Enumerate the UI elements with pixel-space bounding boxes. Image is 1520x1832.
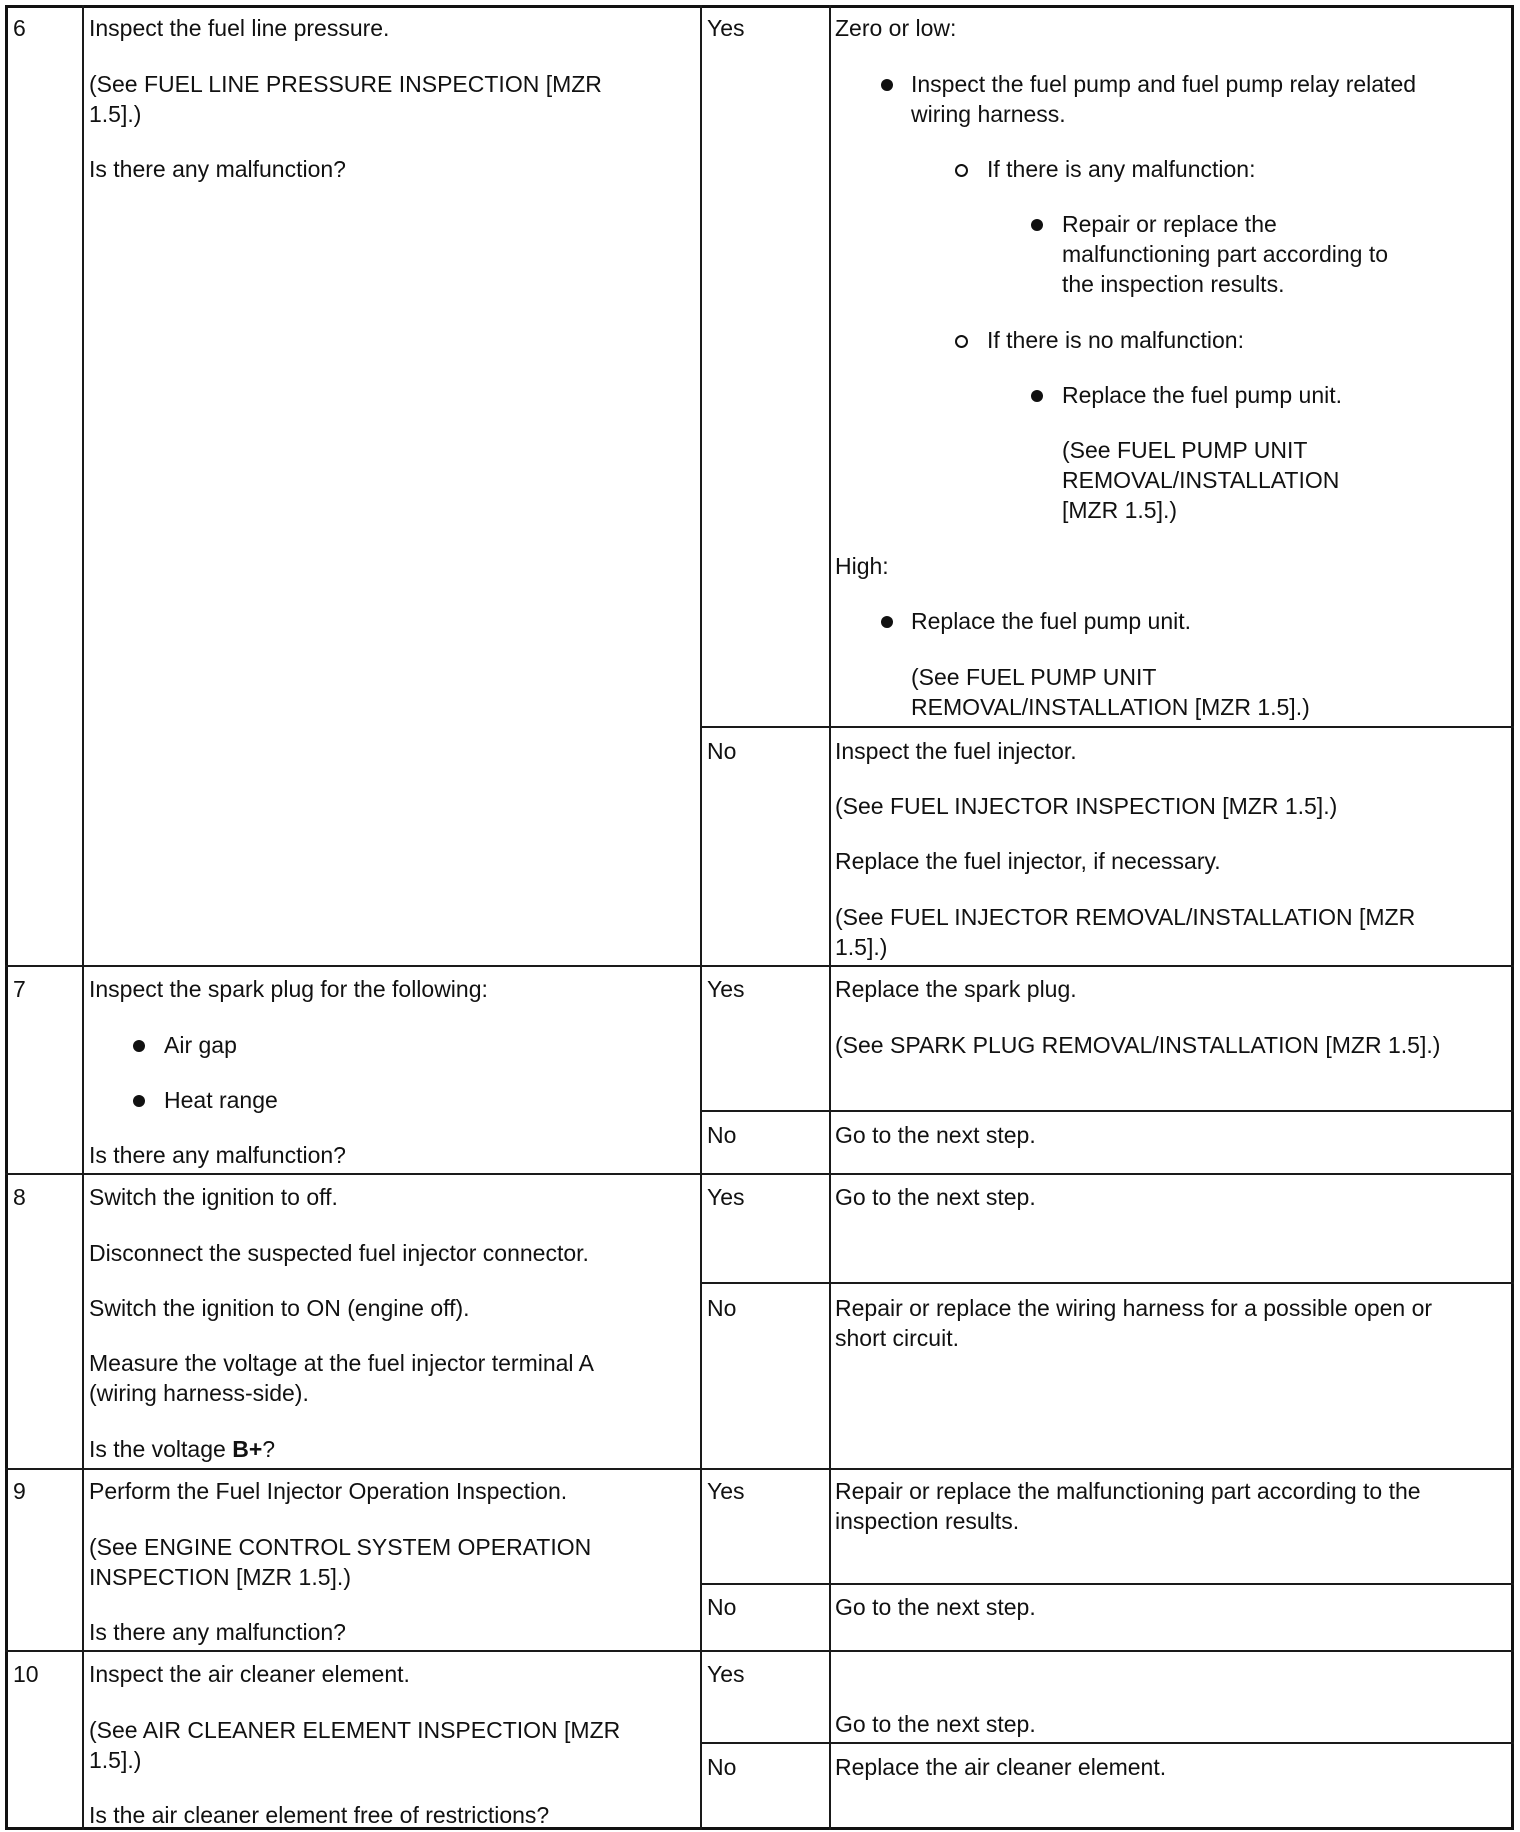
step-reference: 1.5].) [89, 1747, 142, 1773]
yes-label: Yes [707, 1478, 745, 1504]
result-text: the inspection results. [1062, 271, 1285, 297]
result-text: Repair or replace the [1062, 211, 1277, 237]
question-mark: ? [262, 1436, 276, 1462]
step-action-text: Inspect the fuel line pressure. [89, 15, 390, 41]
result-text: Inspect the fuel injector. [835, 738, 1077, 764]
step-number: 9 [13, 1478, 26, 1504]
yes-label: Yes [707, 1661, 745, 1687]
step-action-text: Air gap [164, 1032, 237, 1058]
step-question: Is the air cleaner element free of restrictions? [89, 1802, 550, 1828]
result-text: Go to the next step. [835, 1122, 1036, 1148]
result-text: Replace the spark plug. [835, 976, 1077, 1002]
result-text: short circuit. [835, 1325, 959, 1351]
no-label: No [707, 1122, 737, 1148]
step-action-text: Inspect the air cleaner element. [89, 1661, 410, 1687]
sub-bullet-icon [955, 164, 968, 177]
no-label: No [707, 1295, 737, 1321]
result-text: Replace the fuel injector, if necessary. [835, 848, 1221, 874]
yes-no-divider [700, 1742, 1514, 1744]
result-reference: 1.5].) [835, 934, 888, 960]
column-divider [82, 5, 84, 1830]
result-text: Go to the next step. [835, 1184, 1036, 1210]
yes-label: Yes [707, 976, 745, 1002]
result-reference: (See FUEL INJECTOR INSPECTION [MZR 1.5].) [835, 793, 1338, 819]
step-number: 10 [13, 1661, 39, 1687]
step-action-text: Perform the Fuel Injector Operation Inspection. [89, 1478, 568, 1504]
column-divider [829, 5, 831, 1830]
result-text: Go to the next step. [835, 1711, 1036, 1737]
step-reference: 1.5].) [89, 101, 142, 127]
step-question [89, 1434, 275, 1464]
result-reference: REMOVAL/INSTALLATION [MZR 1.5].) [911, 694, 1310, 720]
result-text: Repair or replace the wiring harness for a possible open or [835, 1295, 1433, 1321]
voltage-value: B+ [232, 1436, 263, 1462]
result-reference: [MZR 1.5].) [1062, 497, 1178, 523]
row-divider [5, 1173, 1514, 1175]
yes-label: Yes [707, 15, 745, 41]
step-action-text: Switch the ignition to ON (engine off). [89, 1295, 470, 1321]
sub-bullet-icon [955, 335, 968, 348]
result-reference: (See FUEL PUMP UNIT [911, 664, 1157, 690]
row-divider [5, 1468, 1514, 1470]
yes-no-divider [700, 726, 1514, 728]
step-question: Is there any malfunction? [89, 1142, 346, 1168]
bullet-icon [881, 616, 893, 628]
step-question: Is there any malfunction? [89, 1619, 346, 1645]
step-reference: (See FUEL LINE PRESSURE INSPECTION [MZR [89, 71, 602, 97]
step-number: 8 [13, 1184, 26, 1210]
no-label: No [707, 738, 737, 764]
no-label: No [707, 1754, 737, 1780]
column-divider [700, 5, 702, 1830]
result-text: Replace the air cleaner element. [835, 1754, 1167, 1780]
result-text: If there is no malfunction: [987, 327, 1244, 353]
step-reference: (See AIR CLEANER ELEMENT INSPECTION [MZR [89, 1717, 621, 1743]
bullet-icon [133, 1040, 145, 1052]
result-text: wiring harness. [911, 101, 1066, 127]
step-action-text: Heat range [164, 1087, 278, 1113]
result-text: Replace the fuel pump unit. [1062, 382, 1343, 408]
step-number: 6 [13, 15, 26, 41]
question-text: Is the voltage [89, 1436, 233, 1462]
result-reference: (See FUEL INJECTOR REMOVAL/INSTALLATION [MZR [835, 904, 1416, 930]
step-number: 7 [13, 976, 26, 1002]
row-divider [5, 1650, 1514, 1652]
result-text: Inspect the fuel pump and fuel pump relay related [911, 71, 1417, 97]
result-text: Go to the next step. [835, 1594, 1036, 1620]
step-reference: (See ENGINE CONTROL SYSTEM OPERATION [89, 1534, 592, 1560]
bullet-icon [1031, 390, 1043, 402]
yes-no-divider [700, 1282, 1514, 1284]
step-action-text: Disconnect the suspected fuel injector connector. [89, 1240, 589, 1266]
result-reference: (See FUEL PUMP UNIT [1062, 437, 1308, 463]
result-text: High: [835, 553, 889, 579]
step-action-text: (wiring harness-side). [89, 1380, 309, 1406]
yes-no-divider [700, 1583, 1514, 1585]
yes-label: Yes [707, 1184, 745, 1210]
bullet-icon [881, 79, 893, 91]
result-text: Zero or low: [835, 15, 957, 41]
result-reference: REMOVAL/INSTALLATION [1062, 467, 1340, 493]
result-text: Repair or replace the malfunctioning part according to the [835, 1478, 1421, 1504]
result-reference: (See SPARK PLUG REMOVAL/INSTALLATION [MZR 1.5].) [835, 1032, 1441, 1058]
result-text: If there is any malfunction: [987, 156, 1256, 182]
no-label: No [707, 1594, 737, 1620]
bullet-icon [133, 1095, 145, 1107]
yes-no-divider [700, 1110, 1514, 1112]
result-text: malfunctioning part according to [1062, 241, 1389, 267]
result-text: Replace the fuel pump unit. [911, 608, 1192, 634]
step-action-text: Measure the voltage at the fuel injector terminal A [89, 1350, 595, 1376]
step-action-text: Switch the ignition to off. [89, 1184, 338, 1210]
bullet-icon [1031, 219, 1043, 231]
result-text: inspection results. [835, 1508, 1020, 1534]
step-action-text: Inspect the spark plug for the following: [89, 976, 488, 1002]
row-divider [5, 965, 1514, 967]
step-reference: INSPECTION [MZR 1.5].) [89, 1564, 351, 1590]
step-question: Is there any malfunction? [89, 156, 346, 182]
